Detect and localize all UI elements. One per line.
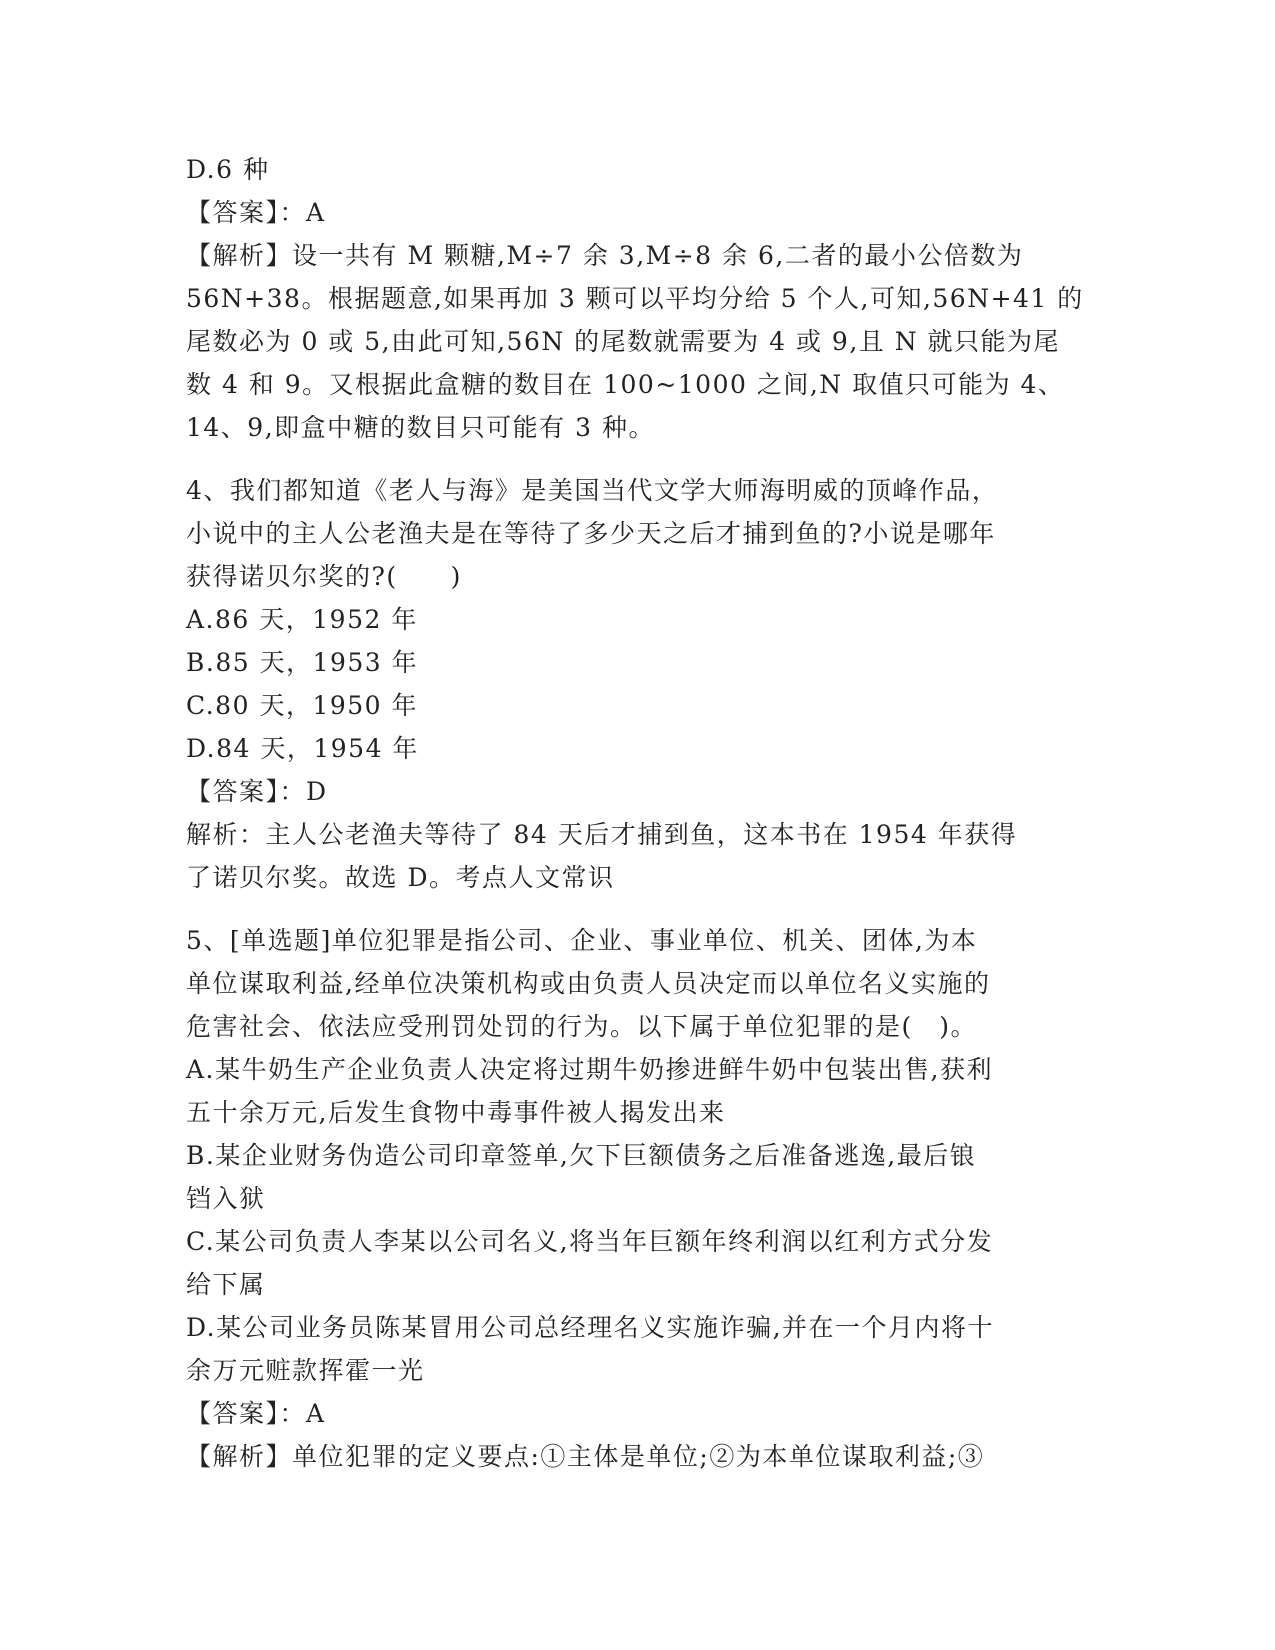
q3-analysis-line: 56N+38。根据题意,如果再加 3 颗可以平均分给 5 个人,可知,56N+41 的 (186, 284, 1084, 313)
q5-stem-line: 危害社会、依法应受刑罚处罚的行为。以下属于单位犯罪的是( )。 (186, 1012, 978, 1041)
q5-option-line: D.某公司业务员陈某冒用公司总经理名义实施诈骗,并在一个月内将十 (186, 1313, 995, 1342)
q5-option-line: C.某公司负责人李某以公司名义,将当年巨额年终利润以红利方式分发 (186, 1227, 994, 1256)
q4-stem-line: 小说中的主人公老渔夫是在等待了多少天之后才捕到鱼的?小说是哪年 (186, 519, 996, 548)
q3-analysis-line: 数 4 和 9。又根据此盒糖的数目在 100~1000 之间,N 取值只可能为 4、 (186, 370, 1065, 399)
q3-analysis-line: 【解析】设一共有 M 颗糖,M÷7 余 3,M÷8 余 6,二者的最小公倍数为 (186, 241, 1024, 270)
q5-option-line: 铛入狱 (186, 1184, 266, 1213)
q4-option-a: A.86 天，1952 年 (186, 605, 418, 634)
q5-option-line: 给下属 (186, 1270, 266, 1299)
q3-option-d: D.6 种 (186, 155, 270, 184)
question-3-tail (186, 148, 1086, 449)
question-4 (186, 469, 1086, 899)
page-content (186, 148, 1086, 1478)
section-gap (186, 899, 1086, 919)
q4-analysis-line: 解析：主人公老渔夫等待了 84 天后才捕到鱼，这本书在 1954 年获得 (186, 820, 1018, 849)
q3-analysis-line: 尾数必为 0 或 5,由此可知,56N 的尾数就需要为 4 或 9,且 N 就只能为尾 (186, 327, 1061, 356)
q5-stem-line: 单位谋取利益,经单位决策机构或由负责人员决定而以单位名义实施的 (186, 969, 991, 998)
q5-option-line: 五十余万元,后发生食物中毒事件被人揭发出来 (186, 1098, 726, 1127)
q3-analysis-line: 14、9,即盒中糖的数目只可能有 3 种。 (186, 413, 655, 442)
q4-option-b: B.85 天，1953 年 (186, 648, 419, 677)
q5-option-line: B.某企业财务伪造公司印章签单,欠下巨额债务之后准备逃逸,最后锒 (186, 1141, 977, 1170)
q4-answer: 【答案】：D (186, 777, 328, 806)
q3-answer: 【答案】：A (186, 198, 326, 227)
q4-option-d: D.84 天，1954 年 (186, 734, 419, 763)
q4-analysis-line: 了诺贝尔奖。故选 D。考点人文常识 (186, 863, 615, 892)
section-gap (186, 449, 1086, 469)
q5-option-line: 余万元赃款挥霍一光 (186, 1356, 425, 1385)
q4-stem-line: 获得诺贝尔奖的?( ) (186, 562, 462, 591)
q5-stem-line: 5、[单选题]单位犯罪是指公司、企业、事业单位、机关、团体,为本 (186, 926, 978, 955)
q5-analysis-line: 【解析】单位犯罪的定义要点:①主体是单位;②为本单位谋取利益;③ (186, 1442, 985, 1471)
q5-option-line: A.某牛奶生产企业负责人决定将过期牛奶掺进鲜牛奶中包装出售,获利 (186, 1055, 993, 1084)
q4-option-c: C.80 天，1950 年 (186, 691, 419, 720)
question-5 (186, 919, 1086, 1478)
q4-stem-line: 4、我们都知道《老人与海》是美国当代文学大师海明威的顶峰作品， (186, 476, 999, 505)
q5-answer: 【答案】：A (186, 1399, 326, 1428)
